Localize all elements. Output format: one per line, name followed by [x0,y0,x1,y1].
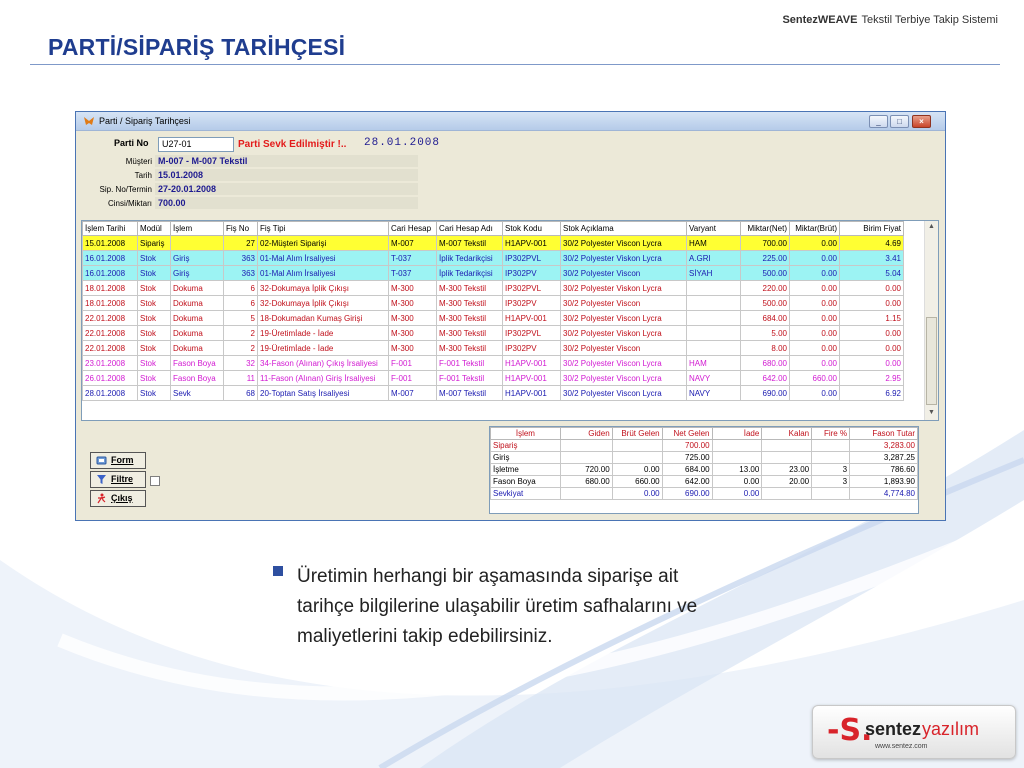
grid-cell [687,281,741,296]
summary-cell [812,488,850,500]
form-button[interactable] [90,452,146,469]
order-term-value: 27-20.01.2008 [155,183,418,195]
grid-cell: 6 [224,296,258,311]
grid-cell: M-300 Tekstil [437,341,503,356]
grid-cell: M-300 Tekstil [437,326,503,341]
summary-cell: 700.00 [662,440,712,452]
grid-cell [687,296,741,311]
grid-cell: 0.00 [790,251,840,266]
summary-column-header[interactable]: Fire % [812,428,850,440]
grid-row[interactable] [83,251,904,266]
grid-cell: 0.00 [840,341,904,356]
grid-cell: IP302PVL [503,326,561,341]
parti-no-label: Parti No [114,138,149,148]
summary-cell: 3,287.25 [850,452,918,464]
grid-cell: 28.01.2008 [83,386,138,401]
filter-checkbox[interactable] [150,476,160,486]
grid-cell: Stok [138,266,171,281]
grid-cell: Giriş [171,251,224,266]
summary-cell [560,452,612,464]
grid-column-header[interactable]: Cari Hesap Adı [437,222,503,236]
grid-cell: 5.04 [840,266,904,281]
grid-cell: M-300 Tekstil [437,296,503,311]
summary-cell [712,452,762,464]
grid-cell: 34-Fason (Alınan) Çıkış İrsaliyesi [258,356,389,371]
grid-cell: M-007 Tekstil [437,386,503,401]
grid-cell: F-001 [389,356,437,371]
grid-cell: 30/2 Polyester Viskon Lycra [561,251,687,266]
grid-cell: F-001 Tekstil [437,356,503,371]
type-quantity-value: 700.00 [155,197,418,209]
grid-cell: 0.00 [790,386,840,401]
grid-cell: T-037 [389,266,437,281]
grid-column-header[interactable]: Modül [138,222,171,236]
summary-row[interactable] [491,464,918,476]
summary-cell: 4,774.80 [850,488,918,500]
grid-cell: 30/2 Polyester Viskon Lycra [561,326,687,341]
grid-cell: 2 [224,341,258,356]
type-quantity-label: Cinsi/Miktarı [107,199,152,208]
brand-name: SentezWEAVE [782,14,858,26]
grid-cell: 27 [224,236,258,251]
grid-cell: 690.00 [741,386,790,401]
grid-cell: 01-Mal Alım İrsaliyesi [258,266,389,281]
summary-cell [612,440,662,452]
app-icon [83,115,95,127]
summary-cell [712,440,762,452]
grid-cell: 16.01.2008 [83,266,138,281]
grid-cell: IP302PV [503,341,561,356]
summary-table [490,427,918,500]
grid-cell: 0.00 [840,296,904,311]
grid-cell: Sevk [171,386,224,401]
grid-cell: M-300 [389,326,437,341]
date-label: Tarih [134,171,152,180]
grid-column-header[interactable]: Miktar(Net) [741,222,790,236]
grid-cell: 8.00 [741,341,790,356]
summary-cell [812,452,850,464]
grid-cell: 30/2 Polyester Viscon Lycra [561,386,687,401]
grid-cell: T-037 [389,251,437,266]
logo-website: www.sentez.com [875,743,928,750]
grid-cell: IP302PV [503,266,561,281]
grid-row[interactable] [83,326,904,341]
summary-cell: 690.00 [662,488,712,500]
grid-cell: Stok [138,326,171,341]
summary-cell [812,440,850,452]
grid-cell: H1APV-001 [503,311,561,326]
summary-cell [762,452,812,464]
window-title: Parti / Sipariş Tarihçesi [99,116,191,126]
grid-cell: A.GRI [687,251,741,266]
minimize-button[interactable]: _ [869,115,888,128]
grid-cell: 5 [224,311,258,326]
grid-cell: 0.00 [840,281,904,296]
summary-column-header[interactable]: Fason Tutar [850,428,918,440]
grid-cell: 30/2 Polyester Viscon Lycra [561,236,687,251]
grid-cell: 363 [224,251,258,266]
grid-column-header[interactable]: Miktar(Brüt) [790,222,840,236]
grid-cell: HAM [687,236,741,251]
parti-header [76,131,945,217]
grid-cell: 30/2 Polyester Viscon Lycra [561,371,687,386]
grid-cell: 0.00 [840,356,904,371]
history-grid[interactable] [81,220,939,421]
grid-cell: 11-Fason (Alınan) Giriş İrsaliyesi [258,371,389,386]
grid-cell: 30/2 Polyester Viscon [561,341,687,356]
grid-cell: Stok [138,296,171,311]
grid-cell: 500.00 [741,266,790,281]
grid-cell: H1APV-001 [503,371,561,386]
grid-cell: 3.41 [840,251,904,266]
date-value: 15.01.2008 [155,169,418,181]
action-buttons [76,424,476,518]
grid-cell: 0.00 [790,311,840,326]
grid-column-header[interactable]: Stok Açıklama [561,222,687,236]
grid-cell: 30/2 Polyester Viskon Lycra [561,281,687,296]
grid-cell: 4.69 [840,236,904,251]
slide-brand [782,14,998,26]
summary-cell: İşletme [491,464,561,476]
bullet-text: Üretimin herhangi bir aşamasında siparişe ait tarihçe bilgilerine ulaşabilir üretim safhalarını ve maliyetlerini takip edebilirsiniz. [297,566,698,647]
logo-word-yazilim: yazılım [922,719,980,739]
grid-cell: 642.00 [741,371,790,386]
grid-cell: 01-Mal Alım İrsaliyesi [258,251,389,266]
summary-column-header[interactable]: Brüt Gelen [612,428,662,440]
grid-row[interactable] [83,281,904,296]
summary-cell: 720.00 [560,464,612,476]
customer-value: M-007 - M-007 Tekstil [155,155,418,167]
grid-cell [171,236,224,251]
grid-cell: 30/2 Polyester Viscon Lycra [561,356,687,371]
grid-cell: 02-Müşteri Siparişi [258,236,389,251]
grid-cell: 363 [224,266,258,281]
grid-cell: 5.00 [741,326,790,341]
grid-cell: M-300 Tekstil [437,311,503,326]
grid-cell: 0.00 [790,326,840,341]
grid-cell: F-001 Tekstil [437,371,503,386]
grid-cell: Dokuma [171,341,224,356]
parti-no-input[interactable]: U27-01 [158,137,234,152]
grid-cell: 0.00 [840,326,904,341]
grid-cell: 1.15 [840,311,904,326]
close-button[interactable]: × [912,115,931,128]
grid-row[interactable] [83,266,904,281]
summary-column-header[interactable]: İade [712,428,762,440]
grid-cell: 22.01.2008 [83,311,138,326]
summary-cell [762,440,812,452]
brand-subtitle: Tekstil Terbiye Takip Sistemi [861,14,998,26]
scroll-up-icon[interactable]: ▲ [928,223,935,230]
grid-header-row [83,222,904,236]
summary-cell: 0.00 [612,488,662,500]
scroll-down-icon[interactable]: ▼ [928,409,935,416]
grid-row[interactable] [83,236,904,251]
grid-column-header[interactable]: İşlem [171,222,224,236]
summary-cell: Giriş [491,452,561,464]
title-divider [30,64,1000,65]
grid-cell: M-007 [389,236,437,251]
grid-cell: 0.00 [790,356,840,371]
grid-cell: Stok [138,386,171,401]
grid-cell: 2 [224,326,258,341]
grid-cell: M-300 Tekstil [437,281,503,296]
shipped-status: Parti Sevk Edilmiştir !.. [238,139,347,150]
maximize-button[interactable]: □ [890,115,909,128]
grid-cell: İplik Tedarikçisi [437,251,503,266]
grid-column-header[interactable]: Cari Hesap [389,222,437,236]
summary-cell: Sevkiyat [491,488,561,500]
grid-cell: 16.01.2008 [83,251,138,266]
grid-cell: 18.01.2008 [83,281,138,296]
summary-cell [560,440,612,452]
summary-cell: 642.00 [662,476,712,488]
grid-cell: 684.00 [741,311,790,326]
grid-cell: IP302PVL [503,251,561,266]
grid-cell: 68 [224,386,258,401]
grid-cell: H1APV-001 [503,386,561,401]
grid-column-header[interactable]: Stok Kodu [503,222,561,236]
grid-cell: Sipariş [138,236,171,251]
grid-cell: Giriş [171,266,224,281]
grid-cell: 6 [224,281,258,296]
grid-cell: Stok [138,371,171,386]
grid-cell: 225.00 [741,251,790,266]
grid-cell: 18.01.2008 [83,296,138,311]
summary-cell [612,452,662,464]
grid-cell: F-001 [389,371,437,386]
exit-button[interactable] [90,490,146,507]
grid-cell: 0.00 [790,341,840,356]
grid-row[interactable] [83,386,904,401]
grid-cell: 2.95 [840,371,904,386]
filter-icon [96,474,107,485]
grid-cell: Dokuma [171,311,224,326]
grid-cell: 32 [224,356,258,371]
summary-column-header[interactable]: Giden [560,428,612,440]
grid-cell: 0.00 [790,296,840,311]
grid-column-header[interactable]: Fiş Tipi [258,222,389,236]
filter-button-label: Filtre [111,474,134,484]
grid-cell: Stok [138,251,171,266]
order-term-label: Sip. No/Termin [99,185,152,194]
summary-row[interactable] [491,488,918,500]
grid-cell: Stok [138,341,171,356]
form-button-label: Form [111,455,134,465]
summary-cell: Sipariş [491,440,561,452]
grid-row[interactable] [83,356,904,371]
grid-cell: NAVY [687,371,741,386]
grid-cell: Dokuma [171,281,224,296]
grid-row[interactable] [83,296,904,311]
summary-cell: 3,283.00 [850,440,918,452]
logo-word-sentez: sentez [865,719,922,739]
grid-cell: 680.00 [741,356,790,371]
grid-column-header[interactable]: Birim Fiyat [840,222,904,236]
grid-cell: Fason Boya [171,371,224,386]
grid-column-header[interactable]: İşlem Tarihi [83,222,138,236]
grid-cell: Dokuma [171,326,224,341]
grid-cell: 6.92 [840,386,904,401]
grid-cell: 0.00 [790,281,840,296]
scroll-thumb[interactable] [926,317,937,405]
summary-cell: 660.00 [612,476,662,488]
exit-icon [96,493,107,504]
summary-cell: 0.00 [712,488,762,500]
summary-cell: 20.00 [762,476,812,488]
form-icon [96,455,107,466]
filter-button[interactable] [90,471,146,488]
summary-column-header[interactable]: Net Gelen [662,428,712,440]
grid-cell: 660.00 [790,371,840,386]
summary-cell: 786.60 [850,464,918,476]
grid-cell: NAVY [687,386,741,401]
grid-cell [687,341,741,356]
logo-mark: -S. [827,713,873,748]
grid-row[interactable] [83,341,904,356]
grid-cell: Stok [138,281,171,296]
summary-header-row [491,428,918,440]
grid-column-header[interactable]: Fiş No [224,222,258,236]
grid-cell: 18-Dokumadan Kumaş Girişi [258,311,389,326]
grid-cell: 30/2 Polyester Viscon [561,266,687,281]
grid-row[interactable] [83,371,904,386]
summary-cell: 1,893.90 [850,476,918,488]
grid-cell: 32-Dokumaya İplik Çıkışı [258,281,389,296]
grid-cell [687,311,741,326]
summary-cell [560,488,612,500]
grid-cell: 19-Üretimİade - İade [258,341,389,356]
grid-cell: HAM [687,356,741,371]
grid-scrollbar[interactable] [924,221,938,420]
grid-cell: İplik Tedarikçisi [437,266,503,281]
grid-cell [687,326,741,341]
grid-cell: 0.00 [790,236,840,251]
grid-cell: 20-Toptan Satış İrsaliyesi [258,386,389,401]
summary-row[interactable] [491,476,918,488]
summary-column-header[interactable]: İşlem [491,428,561,440]
bullet-marker [273,566,283,576]
grid-body [83,236,904,401]
grid-cell: 22.01.2008 [83,326,138,341]
grid-cell: Fason Boya [171,356,224,371]
window-titlebar[interactable] [76,112,945,131]
summary-cell: 680.00 [560,476,612,488]
grid-cell: 22.01.2008 [83,341,138,356]
summary-cell: 23.00 [762,464,812,476]
grid-cell: 15.01.2008 [83,236,138,251]
grid-cell: M-300 [389,341,437,356]
grid-cell: M-007 [389,386,437,401]
grid-cell: H1APV-001 [503,356,561,371]
summary-cell: 3 [812,476,850,488]
grid-row[interactable] [83,311,904,326]
grid-cell: M-300 [389,281,437,296]
grid-cell: M-300 [389,311,437,326]
grid-cell: H1APV-001 [503,236,561,251]
summary-cell [762,488,812,500]
history-table [82,221,904,401]
summary-body [491,440,918,500]
grid-cell: 700.00 [741,236,790,251]
summary-cell: 684.00 [662,464,712,476]
summary-cell: 0.00 [712,476,762,488]
grid-cell: IP302PVL [503,281,561,296]
grid-cell: SİYAH [687,266,741,281]
summary-cell: 725.00 [662,452,712,464]
grid-cell: Stok [138,356,171,371]
summary-column-header[interactable]: Kalan [762,428,812,440]
grid-cell: IP302PV [503,296,561,311]
grid-cell: 23.01.2008 [83,356,138,371]
grid-cell: 500.00 [741,296,790,311]
summary-row[interactable] [491,452,918,464]
shipped-date: 28.01.2008 [364,137,441,149]
summary-cell: 3 [812,464,850,476]
customer-label: Müşteri [125,157,152,166]
grid-column-header[interactable]: Varyant [687,222,741,236]
summary-cell: 13.00 [712,464,762,476]
grid-cell: Dokuma [171,296,224,311]
grid-cell: M-300 [389,296,437,311]
company-logo [812,705,1016,759]
summary-row[interactable] [491,440,918,452]
history-window [75,111,946,521]
grid-cell: 30/2 Polyester Viscon Lycra [561,311,687,326]
grid-cell: 32-Dokumaya İplik Çıkışı [258,296,389,311]
grid-cell: 30/2 Polyester Viscon [561,296,687,311]
grid-cell: 26.01.2008 [83,371,138,386]
slide-title: PARTİ/SİPARİŞ TARİHÇESİ [48,34,346,60]
grid-cell: 220.00 [741,281,790,296]
summary-grid[interactable] [489,426,919,514]
summary-cell: Fason Boya [491,476,561,488]
grid-cell: 0.00 [790,266,840,281]
grid-cell: M-007 Tekstil [437,236,503,251]
summary-cell: 0.00 [612,464,662,476]
exit-button-label: Çıkış [111,493,133,503]
grid-cell: 19-Üretimİade - İade [258,326,389,341]
grid-cell: Stok [138,311,171,326]
grid-cell: 11 [224,371,258,386]
